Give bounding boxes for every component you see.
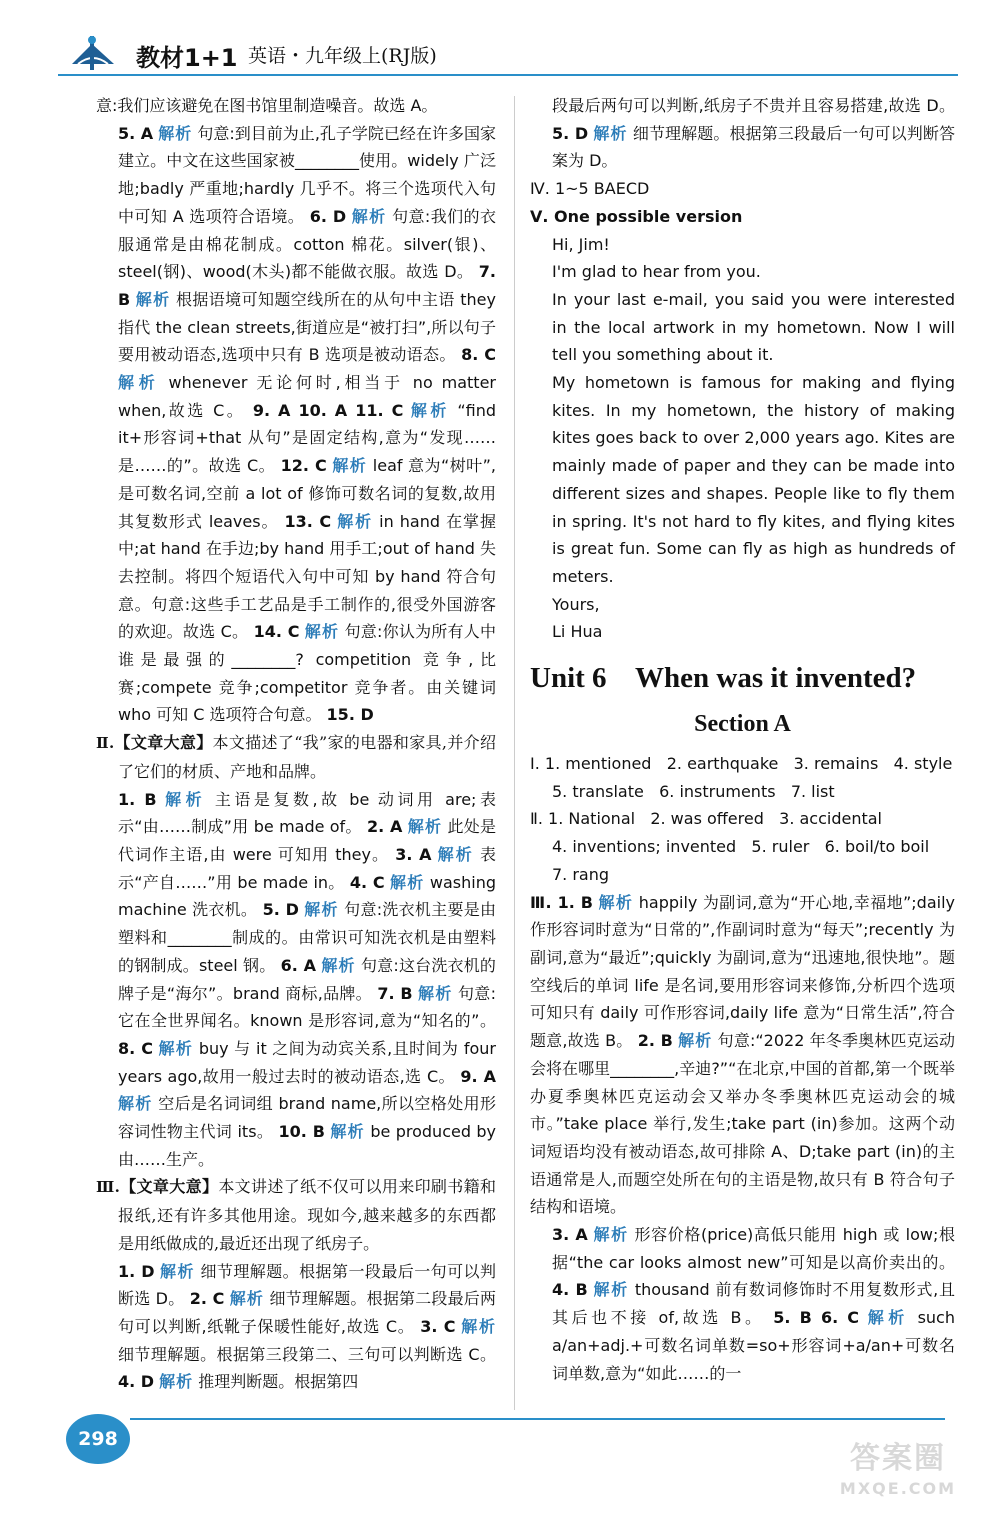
right-column (530, 92, 955, 1387)
book-brand: 教材1+1 (136, 44, 238, 72)
answer-key: 1. B (118, 789, 157, 809)
answer-line: 4. inventions; invented 5. ruler 6. boil/to boil (552, 837, 930, 857)
sample-letter (530, 231, 955, 647)
analysis-label: 解析 (158, 123, 193, 143)
analysis-label: 解析 (160, 1261, 195, 1281)
answer-text: 主语是复数,故 be 动词用 are;表示“由……制成”用 be made of。 (118, 789, 496, 837)
answer-key: 3. A (552, 1225, 588, 1245)
section-summary (96, 1173, 496, 1257)
analysis-label: 解析 (304, 622, 340, 642)
page-header (58, 30, 958, 80)
answer-key: 8. C (461, 345, 496, 365)
answer-paragraph (530, 1221, 955, 1387)
letter-line: Hi, Jim! (552, 234, 610, 254)
section-summary (96, 729, 496, 785)
answer-text: 段最后两句可以判断,纸房子不贵并且容易搭建,故选 D。 (552, 96, 955, 115)
answer-text: 句意:到目前为止,孔子学院已经在许多国家建立。中文在这些国家被________使用。widely 广泛地;badly 严重地;hardly 几乎不。将三个选项代入句中可知 A 选项符合语境。 (118, 123, 496, 226)
answer-key: 2. C (189, 1289, 225, 1309)
answer-text: 根据语境可知题空线所在的从句中主语 they 指代 the clean streets,街道应是“被打扫”,所以句子要用被动语态,选项中只有 B 选项是被动语态。 (118, 289, 496, 365)
analysis-label: 解析 (229, 1289, 265, 1309)
unit-title: Unit 6 When was it invented? (530, 662, 917, 695)
answer-key: 1. D (118, 1261, 155, 1281)
answer-text: 空后是名词词组 brand name,所以空格处用形容词性物主代词 its。 (118, 1094, 496, 1142)
answer-key: 8. C (118, 1038, 153, 1058)
analysis-label: 解析 (593, 123, 628, 143)
analysis-label: 解析 (330, 1122, 365, 1142)
answer-key: 6. D (309, 206, 347, 226)
letter-line: In your last e-mail, you said you were interested in the local artwork in my hometown. Now I will tell you something about it. (552, 289, 955, 365)
answer-paragraph (530, 92, 955, 175)
analysis-label: 解析 (461, 1316, 496, 1336)
answer-key: 7. B (118, 262, 496, 309)
answer-text: 细节理解题。根据第三段最后一句可以判断答案为 D。 (552, 123, 955, 171)
analysis-label: 解析 (437, 844, 474, 864)
section-number: Ⅱ. (96, 734, 115, 753)
analysis-label: 解析 (867, 1308, 909, 1328)
analysis-label: 解析 (351, 206, 387, 226)
answer-line: Ⅰ. 1. mentioned 2. earthquake 3. remains 4. style (530, 754, 953, 774)
answer-key: 5. D (262, 900, 299, 920)
letter-line: Li Hua (552, 622, 603, 642)
letter-line: Yours, (552, 594, 600, 614)
answer-text: 句意:“2022 年冬季奥林匹克运动会将在哪里________,辛迪?”“在北京,中国的首都,第一个既举办夏季奥林匹克运动会又举办冬季奥林匹克运动会的城市。”take place 举行,发生;take part (in)参加。这两个动词短语均没有被动语态,故可排除 A、D;take part (in)的主语通常是人,而题空处所在句的主语是物,故只有 B 符合句子结构和语境。 (530, 1031, 955, 1217)
answer-text: 细节理解题。根据第二段最后两句可以判断,纸靴子保暖性能好,故选 C。 (118, 1289, 497, 1336)
answer-paragraph (96, 120, 496, 729)
section-title: Section A (694, 711, 791, 738)
analysis-label: 解析 (159, 1372, 194, 1392)
answer-text: 句意:它在全世界闻名。known 是形容词,意为“知名的”。 (118, 983, 496, 1031)
answer-key: 5. B 6. C (773, 1308, 860, 1328)
page-number: 298 (66, 1414, 130, 1464)
answer-key: 6. A (280, 955, 317, 975)
analysis-label: 解析 (118, 373, 160, 393)
answer-line: Ⅴ. One possible version (530, 206, 743, 226)
analysis-label: 解析 (135, 289, 171, 309)
analysis-label: 解析 (390, 872, 425, 892)
answer-paragraph (530, 889, 955, 1221)
answer-key: 5. A (118, 123, 154, 143)
analysis-label: 解析 (337, 511, 374, 531)
answer-text: “find it+形容词+that 从句”是固定结构,意为“发现……是……的”。故选 C。 (118, 400, 496, 476)
answer-key: 4. C (349, 872, 385, 892)
analysis-label: 解析 (678, 1031, 713, 1051)
answer-text: thousand 前有数词修饰时不用复数形式,且其后也不接 of,故选 B。 (552, 1280, 955, 1328)
answer-text: such a/an+adj.+可数名词单数=so+形容词+a/an+可数名词单数,意为“如此……的一 (552, 1308, 955, 1383)
analysis-label: 解析 (410, 400, 450, 420)
answer-text: 此处是代词作主语,由 were 可知用 they。 (118, 817, 496, 864)
answer-text: 形容价格(price)高低只能用 high 或 low;根据“the car looks almost new”可知是以高价卖出的。 (552, 1225, 955, 1272)
watermark-text: 答案圈 (850, 1441, 946, 1476)
column-divider (514, 96, 515, 1410)
analysis-label: 解析 (158, 1038, 194, 1058)
analysis-label: 解析 (418, 983, 453, 1003)
answer-text: 细节理解题。根据第一段最后一句可以判断选 D。 (118, 1261, 496, 1309)
answer-key: 9. A 10. A 11. C (252, 400, 404, 420)
answer-key: 13. C (284, 511, 332, 531)
watermark-logo (818, 1440, 978, 1510)
footer-rule (130, 1418, 945, 1420)
answer-key: 4. D (118, 1372, 155, 1392)
summary-label: 【文章大意】 (119, 1177, 219, 1197)
answer-key: 10. B (278, 1122, 325, 1142)
answer-text: 细节理解题。根据第三段第二、三句可以判断选 C。 (118, 1344, 496, 1364)
answer-text: whenever 无论何时,相当于 no matter when,故选 C。 (118, 373, 496, 420)
answer-paragraph: 意:我们应该避免在图书馆里制造噪音。故选 A。 (96, 96, 438, 115)
left-column (96, 92, 496, 1396)
answer-text: buy 与 it 之间为动宾关系,且时间为 four years ago,故用一般过去时的被动语态,选 C。 (118, 1038, 496, 1086)
answer-text: 表示“产自……”用 be made in。 (118, 844, 496, 892)
book-logo-icon (68, 34, 118, 74)
answer-paragraph (96, 1258, 496, 1397)
answer-line: Ⅱ. 1. National 2. was offered 3. accidental (530, 809, 882, 829)
book-subtitle: 英语・九年级上(RJ版) (248, 45, 437, 67)
answer-text: happily 为副词,意为“开心地,幸福地”;daily 作形容词时意为“日常的”,作副词时意为“每天”;recently 为副词,意为“最近”;quickly 为副词,意为“迅速地,很快地”。题空线后的单词 life 是名词,要用形容词来修饰,分析四个选项可知只有 daily 可作形容词,daily life 意为“日常生活”,符合题意,故选 B。 (530, 892, 955, 1051)
answer-text: washing machine 洗衣机。 (118, 872, 496, 920)
section-number: Ⅲ. (96, 1178, 120, 1197)
answer-line: Ⅳ. 1~5 BAECD (530, 179, 650, 199)
analysis-label: 解析 (165, 789, 207, 809)
answer-text: 句意:我们的衣服通常是由棉花制成。cotton 棉花。silver(银)、steel(钢)、wood(木头)都不能做衣服。故选 D。 (118, 206, 496, 282)
answer-text: 推理判断题。根据第四 (198, 1372, 359, 1392)
answer-key: 7. B (377, 983, 413, 1003)
answer-key: Ⅲ. 1. B (530, 892, 593, 912)
answer-text: in hand 在掌握中;at hand 在手边;by hand 用手工;out of hand 失去控制。将四个短语代入句中可知 by hand 符合句意。句意:这些手工艺品是手工制作的,很受外国游客的欢迎。故选 C。 (118, 511, 496, 642)
answer-text: 句意:这台洗衣机的牌子是“海尔”。brand 商标,品牌。 (118, 955, 496, 1003)
answer-key: 5. D (552, 123, 589, 143)
answer-text: 句意:洗衣机主要是由塑料和________制成的。由常识可知洗衣机是由塑料的钢制成。steel 钢。 (118, 900, 496, 975)
answer-key: 12. C (280, 456, 327, 476)
answer-key: 2. B (637, 1031, 673, 1051)
answer-key: 4. B (552, 1280, 588, 1300)
letter-line: I'm glad to hear from you. (552, 262, 761, 282)
answer-key: 14. C (253, 622, 300, 642)
summary-text: 本文描述了“我”家的电器和家具,并介绍了它们的材质、产地和品牌。 (118, 733, 496, 781)
analysis-label: 解析 (321, 955, 356, 975)
answer-paragraph (96, 786, 496, 1174)
summary-text: 本文讲述了纸不仅可以用来印刷书籍和报纸,还有许多其他用途。现如今,越来越多的东西都是用纸做成的,最近还出现了纸房子。 (118, 1177, 496, 1253)
answer-text: be produced by 由……生产。 (118, 1122, 497, 1169)
summary-label: 【文章大意】 (114, 733, 213, 753)
answer-line: 5. translate 6. instruments 7. list (552, 781, 835, 801)
analysis-label: 解析 (407, 817, 443, 837)
watermark-url: MXQE.COM (839, 1479, 957, 1498)
answer-key: 3. C (420, 1316, 456, 1336)
analysis-label: 解析 (332, 456, 368, 476)
analysis-label: 解析 (593, 1225, 629, 1245)
analysis-label: 解析 (118, 1094, 153, 1114)
letter-line: My hometown is famous for making and flying kites. In my hometown, the history of making kites goes back to over 2,000 years ago. Kites are mainly made of paper and they can be made into different sizes and shapes. People like to fly them in spring. It's not hard to fly kites, and flying kites is great fun. Some can fly as high as hundreds of meters. (552, 373, 955, 586)
analysis-label: 解析 (593, 1280, 630, 1300)
header-rule (58, 74, 958, 76)
answer-key: 9. A (460, 1066, 496, 1086)
answer-line: 7. rang (552, 864, 610, 884)
answer-key: 3. A (395, 844, 432, 864)
answer-text: leaf 意为“树叶”,是可数名词,空前 a lot of 修饰可数名词的复数,故用其复数形式 leaves。 (118, 456, 496, 531)
answer-text: 句意:你认为所有人中谁是最强的________? competition 竞争,比赛;compete 竞争;competitor 竞争者。由关键词 who 可知 C 选项符合句意。 (118, 622, 496, 725)
analysis-label: 解析 (598, 892, 634, 912)
answer-key: 15. D (326, 705, 374, 725)
answer-key: 2. A (367, 817, 403, 837)
analysis-label: 解析 (304, 900, 339, 920)
